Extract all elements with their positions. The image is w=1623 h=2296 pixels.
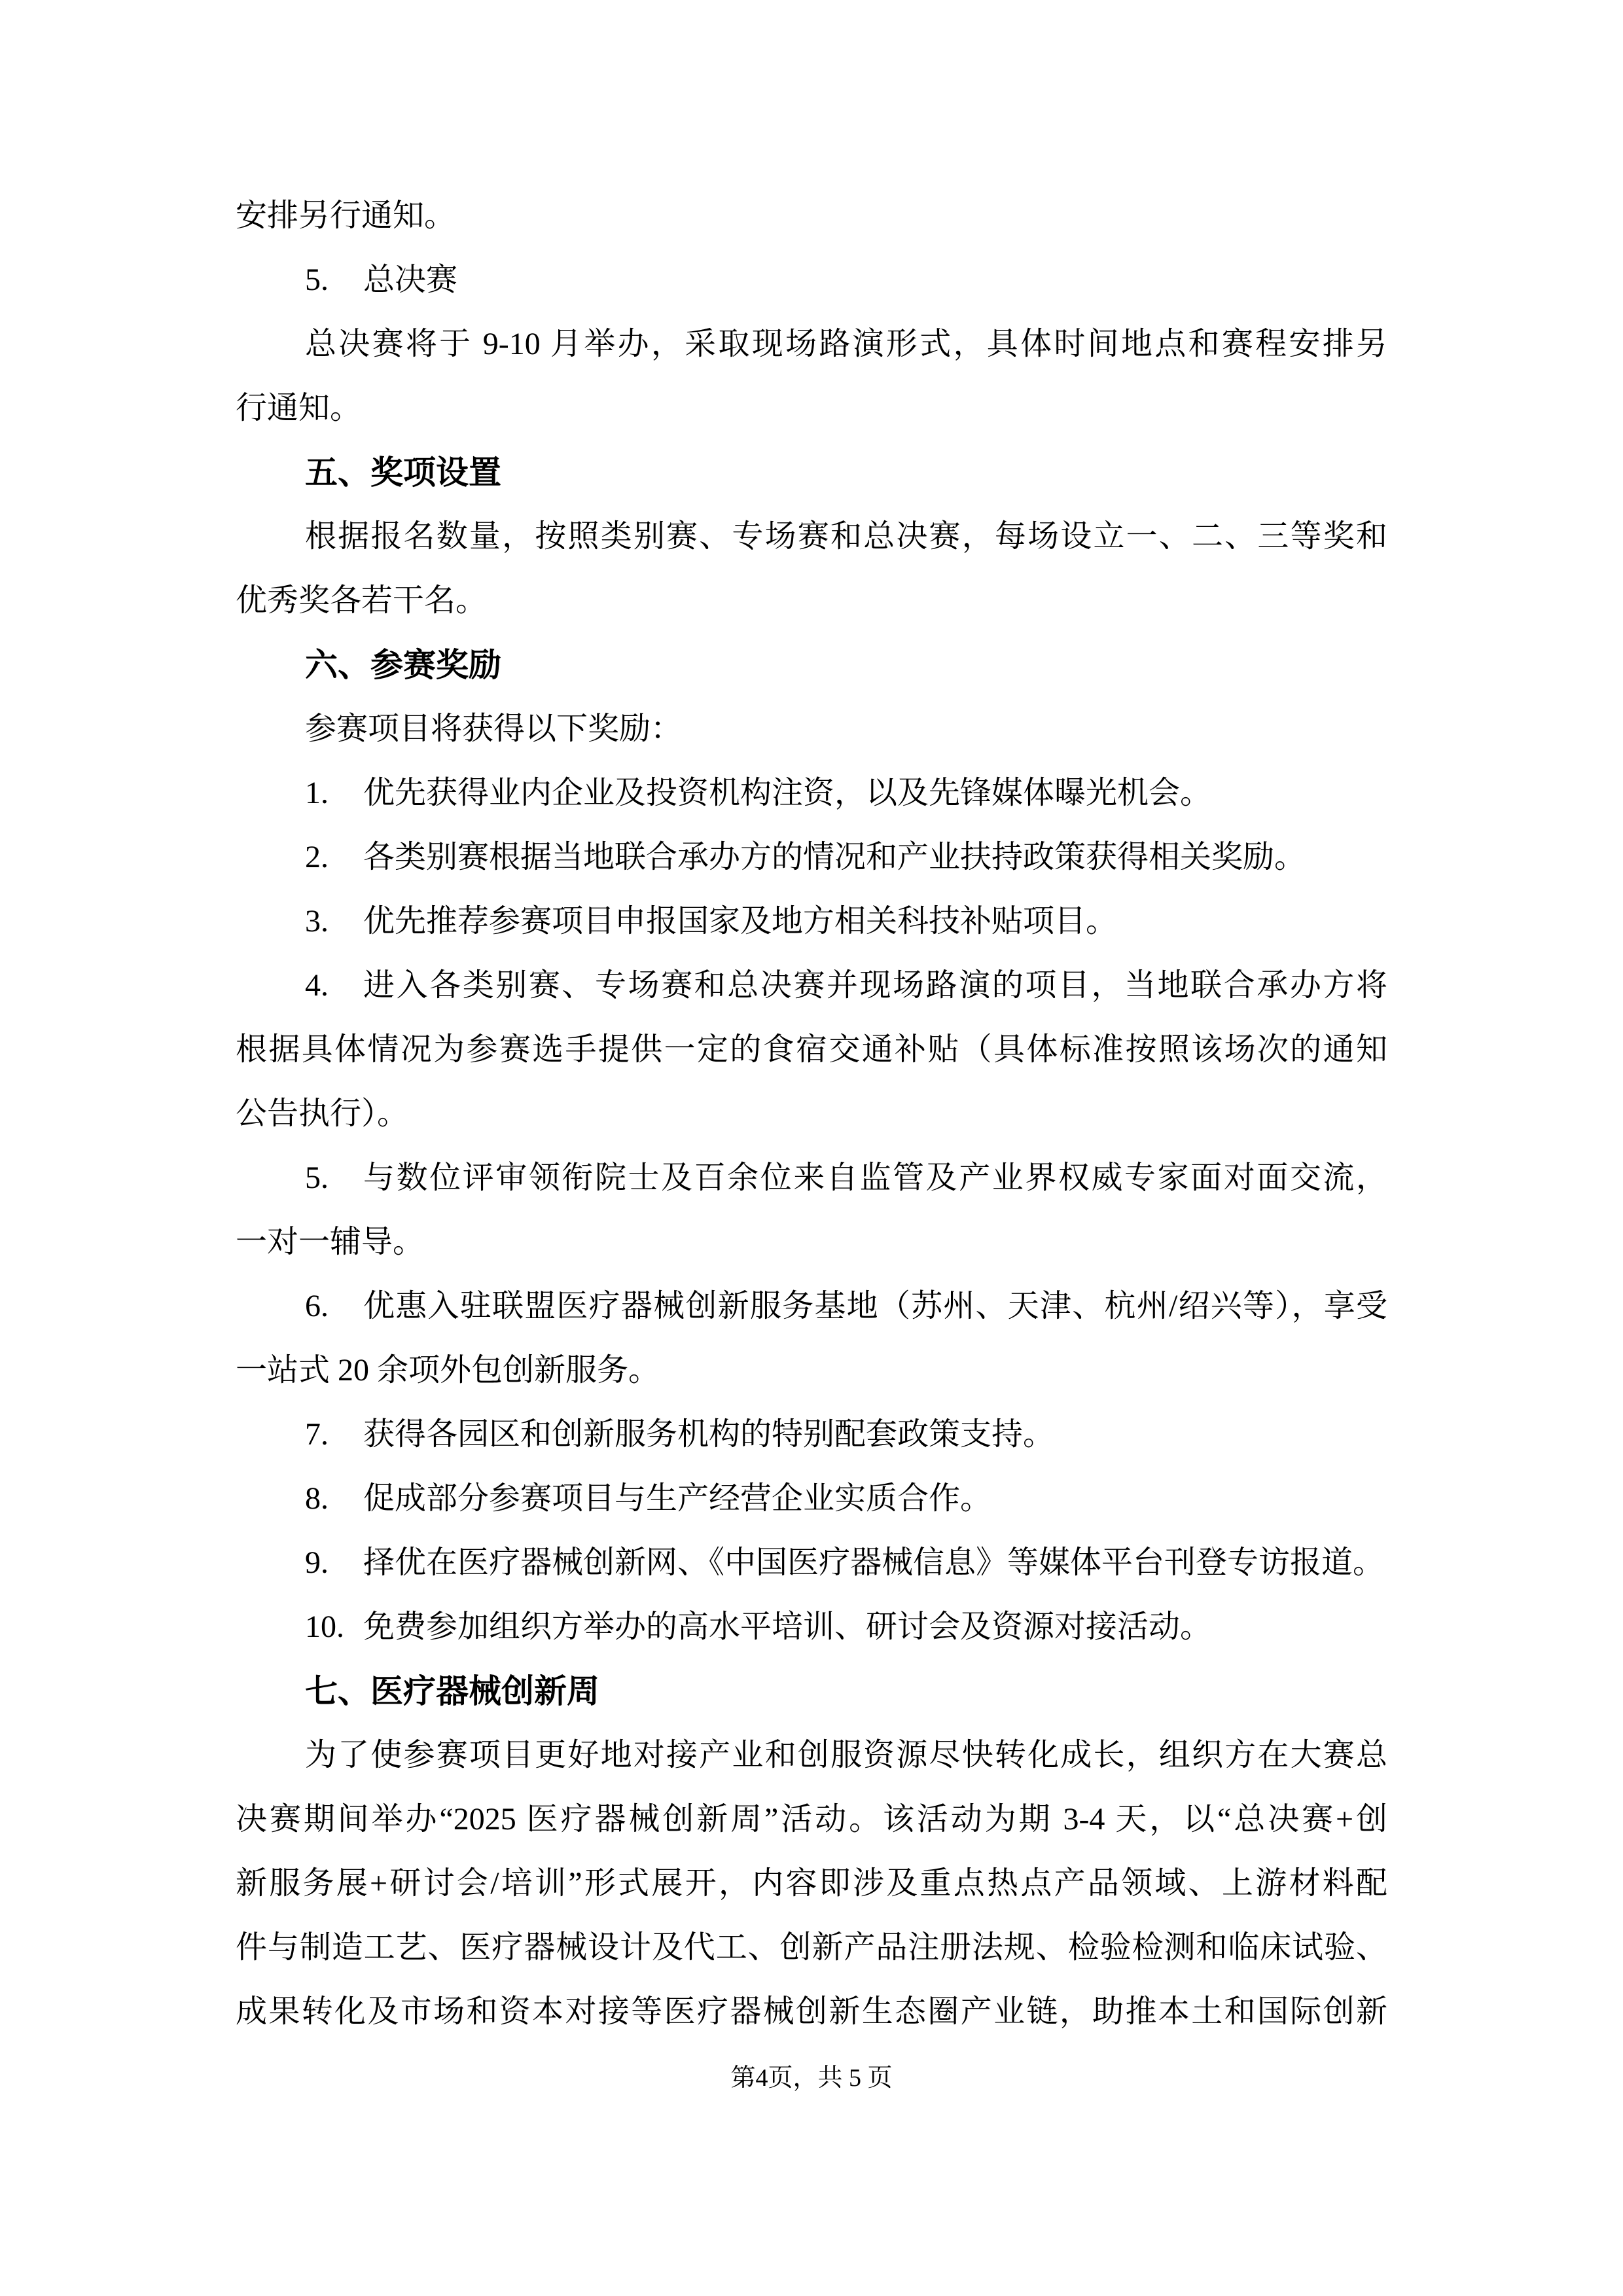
paragraph-text: 决赛期间举办“2025 医疗器械创新周”活动。该活动为期 3-4 天，以“总决赛+创 bbox=[236, 1802, 1387, 1837]
paragraph-text: 安排另行通知。 bbox=[236, 198, 456, 233]
document-body bbox=[236, 184, 1387, 2044]
paragraph-text: 行通知。 bbox=[236, 391, 362, 425]
list-number: 6. bbox=[305, 1289, 329, 1323]
list-item bbox=[236, 1595, 1387, 1659]
paragraph-text: 参赛项目将获得以下奖励： bbox=[305, 711, 683, 746]
list-item bbox=[236, 954, 1387, 1018]
page-number-label: 第4页，共 5 页 bbox=[730, 2064, 893, 2092]
paragraph-line bbox=[236, 1723, 1387, 1787]
list-item-text: 获得各园区和创新服务机构的特别配套政策支持。 bbox=[363, 1417, 1055, 1452]
list-item-text: 优惠入驻联盟医疗器械创新服务基地（苏州、天津、杭州/绍兴等），享受 bbox=[363, 1289, 1387, 1323]
paragraph-line bbox=[236, 505, 1387, 569]
section-heading-awards-setup bbox=[236, 440, 1387, 505]
list-item-text: 促成部分参赛项目与生产经营企业实质合作。 bbox=[363, 1481, 992, 1516]
paragraph-line bbox=[236, 376, 1387, 440]
paragraph-line bbox=[236, 569, 1387, 633]
heading-text: 五、奖项设置 bbox=[305, 454, 501, 491]
paragraph-line bbox=[236, 1210, 1387, 1274]
list-number: 3. bbox=[305, 904, 329, 939]
list-number: 5. bbox=[305, 1160, 329, 1195]
paragraph-text: 件与制造工艺、医疗器械设计及代工、创新产品注册法规、检验检测和临床试验、 bbox=[236, 1930, 1387, 1965]
list-number: 8. bbox=[305, 1481, 329, 1516]
list-item-text: 优先推荐参赛项目申报国家及地方相关科技补贴项目。 bbox=[363, 904, 1118, 939]
paragraph-line bbox=[236, 697, 1387, 761]
paragraph-text: 根据报名数量，按照类别赛、专场赛和总决赛，每场设立一、二、三等奖和 bbox=[305, 519, 1387, 554]
paragraph-text: 公告执行）。 bbox=[236, 1096, 409, 1131]
list-item bbox=[236, 1146, 1387, 1210]
list-number: 7. bbox=[305, 1417, 329, 1452]
heading-text: 六、参赛奖励 bbox=[305, 647, 501, 683]
paragraph-line bbox=[236, 1018, 1387, 1082]
paragraph-text: 优秀奖各若干名。 bbox=[236, 583, 488, 618]
paragraph-line bbox=[236, 1338, 1387, 1403]
paragraph-text: 一对一辅导。 bbox=[236, 1225, 425, 1259]
paragraph-line bbox=[236, 1787, 1387, 1852]
paragraph-line bbox=[236, 312, 1387, 376]
list-number: 2. bbox=[305, 840, 329, 874]
list-item bbox=[236, 889, 1387, 954]
list-number: 1. bbox=[305, 776, 329, 810]
list-item bbox=[236, 825, 1387, 889]
paragraph-text: 一站式 20 余项外包创新服务。 bbox=[236, 1353, 660, 1388]
paragraph-text: 成果转化及市场和资本对接等医疗器械创新生态圈产业链，助推本土和国际创新 bbox=[236, 1994, 1387, 2029]
list-item bbox=[236, 1531, 1387, 1595]
heading-text: 七、医疗器械创新周 bbox=[305, 1673, 599, 1710]
paragraph-line bbox=[236, 1082, 1387, 1146]
list-item bbox=[236, 1403, 1387, 1467]
list-item bbox=[236, 1467, 1387, 1531]
paragraph-line bbox=[236, 1916, 1387, 1980]
paragraph-text: 总决赛将于 9-10 月举办，采取现场路演形式，具体时间地点和赛程安排另 bbox=[305, 327, 1387, 361]
list-item-text: 优先获得业内企业及投资机构注资，以及先锋媒体曝光机会。 bbox=[363, 776, 1212, 810]
list-number: 10. bbox=[305, 1609, 344, 1644]
list-number: 9. bbox=[305, 1545, 329, 1580]
list-item-text: 免费参加组织方举办的高水平培训、研讨会及资源对接活动。 bbox=[363, 1609, 1212, 1644]
list-item bbox=[236, 761, 1387, 825]
list-item bbox=[236, 1274, 1387, 1338]
list-item bbox=[236, 248, 1387, 312]
paragraph-line bbox=[236, 1852, 1387, 1916]
list-item-text: 总决赛 bbox=[363, 262, 458, 297]
page-footer bbox=[0, 2059, 1623, 2097]
list-number: 5. bbox=[305, 262, 329, 297]
paragraph-line bbox=[236, 184, 1387, 248]
paragraph-text: 新服务展+研讨会/培训”形式展开，内容即涉及重点热点产品领域、上游材料配 bbox=[236, 1866, 1387, 1901]
paragraph-line bbox=[236, 1980, 1387, 2044]
section-heading-participation-rewards bbox=[236, 633, 1387, 697]
list-item-text: 进入各类别赛、专场赛和总决赛并现场路演的项目，当地联合承办方将 bbox=[363, 968, 1387, 1003]
list-item-text: 各类别赛根据当地联合承办方的情况和产业扶持政策获得相关奖励。 bbox=[363, 840, 1306, 874]
list-number: 4. bbox=[305, 968, 329, 1003]
paragraph-text: 为了使参赛项目更好地对接产业和创服资源尽快转化成长，组织方在大赛总 bbox=[305, 1738, 1387, 1772]
paragraph-text: 根据具体情况为参赛选手提供一定的食宿交通补贴（具体标准按照该场次的通知 bbox=[236, 1032, 1387, 1067]
list-item-text: 与数位评审领衔院士及百余位来自监管及产业界权威专家面对面交流， bbox=[363, 1160, 1387, 1195]
section-heading-innovation-week bbox=[236, 1659, 1387, 1723]
list-item-text: 择优在医疗器械创新网、《中国医疗器械信息》等媒体平台刊登专访报道。 bbox=[363, 1545, 1385, 1580]
